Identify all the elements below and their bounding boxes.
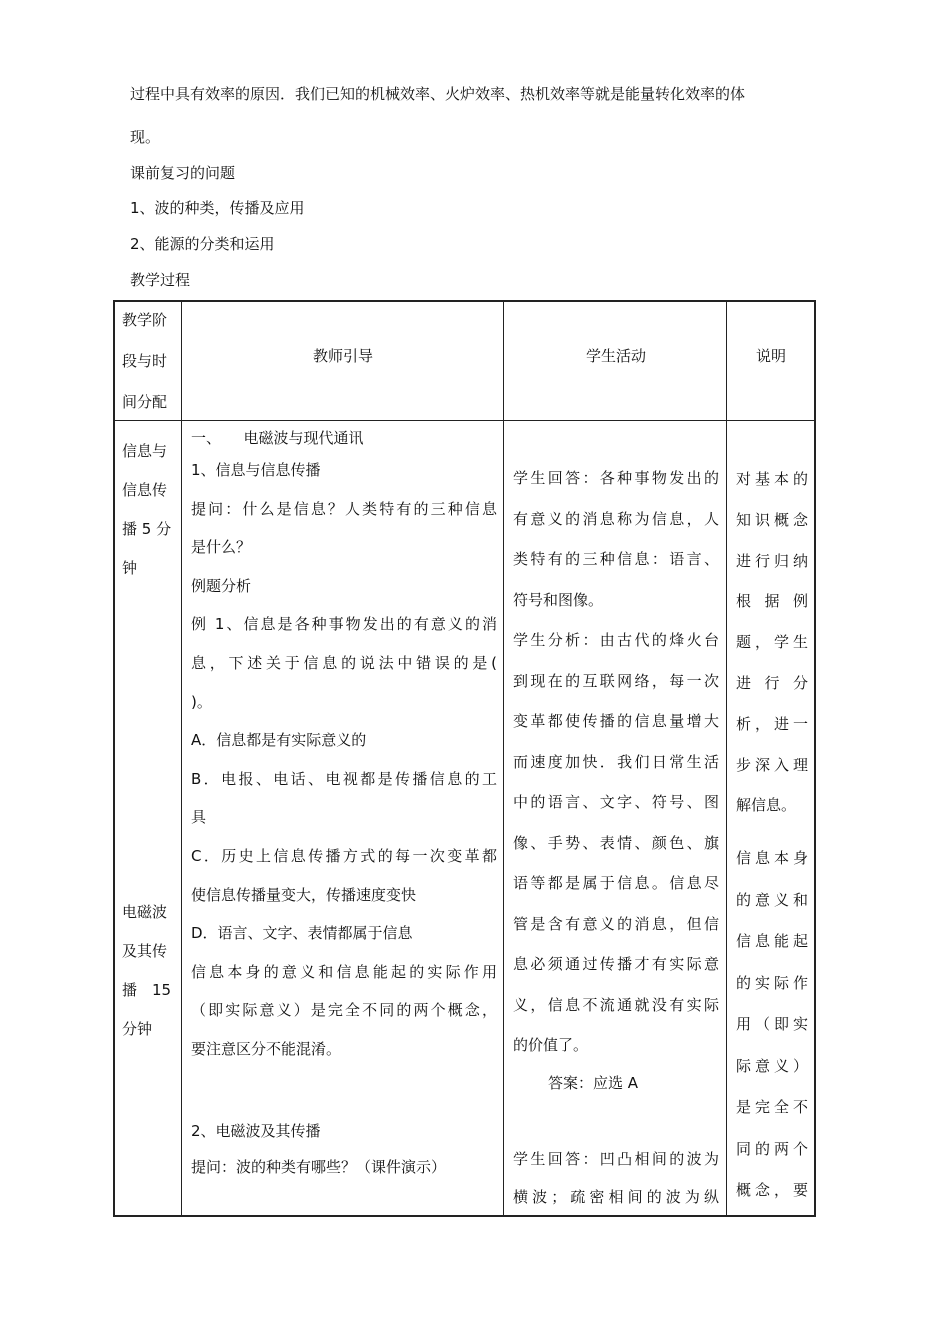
student-line: 息必须通过传播才有实际意: [513, 955, 719, 973]
table-border-right: [814, 300, 816, 1217]
header-teacher: 教师引导: [312, 347, 373, 365]
stage-line: 钟: [122, 559, 138, 577]
header-stage: [122, 300, 178, 423]
note-line: 同的两个: [736, 1139, 808, 1158]
stage-line: 信息传: [122, 481, 168, 499]
student-line: 横波；疏密相间的波为纵: [513, 1188, 719, 1206]
student-line: 学生回答：凹凸相间的波为: [513, 1150, 719, 1168]
teacher-line: 例 1、信息是各种事物发出的有意义的消: [191, 615, 497, 634]
student-line: 而速度加快．我们日常生活: [513, 752, 719, 771]
header-note: 说明: [755, 347, 786, 365]
student-line: 符号和图像。: [513, 590, 604, 609]
teacher-line: C．历史上信息传播方式的每一次变革都: [191, 846, 497, 865]
note-line: 际意义）: [736, 1056, 808, 1075]
note-column: [736, 459, 808, 1212]
teacher-line: 具: [191, 808, 207, 827]
intro-item-2: 2、能源的分类和运用: [130, 235, 275, 253]
note-line: 知识概念: [736, 510, 808, 529]
stage-line: 播 15: [122, 981, 172, 999]
header-stage-line: 段与时: [122, 352, 168, 370]
note-line: 步深入理: [736, 755, 808, 774]
teacher-line: B．电报、电话、电视都是传播信息的工: [191, 769, 497, 788]
student-line: 义，信息不流通就没有实际: [513, 995, 719, 1014]
stage-line: 及其传: [122, 942, 168, 960]
teacher-guidance: [191, 451, 497, 1069]
header-stage-line: 间分配: [122, 393, 168, 411]
student-line: 有意义的消息称为信息，人: [513, 509, 719, 528]
teacher-line: （即实际意义）是完全不同的两个概念，: [191, 1001, 497, 1020]
student-line: 语等都是属于信息。信息尽: [513, 874, 719, 892]
student-line: 到现在的互联网络，每一次: [513, 671, 719, 690]
stage-line: 电磁波: [122, 903, 168, 921]
teacher-line: )。: [191, 692, 212, 711]
table-border-left: [113, 300, 115, 1217]
student-activity-part2: [513, 1140, 719, 1216]
teacher-line: 例题分析: [191, 576, 252, 595]
teacher-line: 提问：什么是信息？人类特有的三种信息: [191, 499, 497, 518]
note-line: 概念，要: [736, 1181, 808, 1200]
table-border-top: [113, 300, 816, 302]
header-student: 学生活动: [585, 347, 646, 365]
student-line: 像、手势、表情、颜色、旗: [513, 833, 719, 852]
note-line: 对基本的: [736, 470, 808, 488]
intro-item-1: 1、波的种类，传播及应用: [130, 199, 305, 217]
intro-heading-process: 教学过程: [130, 271, 191, 289]
student-line: 中的语言、文字、符号、图: [513, 793, 719, 811]
table-col-divider-1: [181, 300, 182, 1217]
teacher-line: 使信息传播量变大，传播速度变快: [191, 885, 417, 904]
intro-line-2: 现。: [130, 128, 161, 146]
teacher-line: 是什么？: [191, 538, 252, 557]
note-line: 解信息。: [736, 796, 797, 815]
teacher-line: 1、信息与信息传播: [191, 461, 321, 479]
stage-block-em-wave: [122, 893, 178, 1049]
student-line: 的价值了。: [513, 1036, 589, 1054]
teacher-line: 要注意区分不能混淆。: [191, 1039, 342, 1058]
student-line: 学生回答：各种事物发出的: [513, 469, 719, 487]
stage-line: 信息与: [122, 442, 168, 460]
student-line: 变革都使传播的信息量增大: [513, 712, 719, 730]
note-line: 信息本身: [736, 849, 808, 868]
intro-line-1: 过程中具有效率的原因．我们已知的机械效率、火炉效率、热机效率等就是能量转化效率的体: [130, 85, 746, 103]
table-col-divider-2: [503, 300, 504, 1217]
teacher-line: A．信息都是有实际意义的: [191, 731, 367, 750]
note-line: 析，进一: [736, 714, 808, 733]
header-stage-line: 教学阶: [122, 311, 168, 329]
note-line: 是完全不: [736, 1098, 808, 1117]
student-line: 类特有的三种信息：语言、: [513, 550, 719, 568]
teacher-line: 2、电磁波及其传播: [191, 1122, 321, 1140]
intro-heading-review: 课前复习的问题: [130, 164, 236, 182]
note-line: 的实际作: [736, 973, 808, 992]
stage-block-info: [122, 432, 178, 588]
student-activity: [513, 458, 719, 1066]
teacher-line: 息，下述关于信息的说法中错误的是(: [191, 653, 497, 672]
note-line: 进行归纳: [736, 551, 808, 570]
table-header-divider: [113, 420, 816, 421]
table-col-divider-3: [726, 300, 727, 1217]
teacher-section-title: 一、 电磁波与现代通讯: [191, 429, 364, 447]
note-line: 题，学生: [736, 633, 808, 652]
teacher-line: D．语言、文字、表情都属于信息: [191, 924, 413, 943]
note-line: 根 据 例: [736, 592, 808, 611]
teacher-line: 提问：波的种类有哪些？（课件演示）: [191, 1158, 447, 1176]
stage-line: 分钟: [122, 1020, 153, 1038]
student-answer: 答案：应选 A: [548, 1074, 639, 1092]
stage-line: 播 5 分: [122, 520, 172, 538]
student-line: 学生分析：由古代的烽火台: [513, 631, 719, 649]
note-line: 进 行 分: [736, 673, 808, 692]
note-line: 信息能起: [736, 932, 808, 951]
note-line: 用（即实: [736, 1015, 808, 1034]
student-line: 管是含有意义的消息，但信: [513, 914, 719, 933]
teacher-line: 信息本身的意义和信息能起的实际作用: [191, 962, 497, 981]
note-line: 的意义和: [736, 890, 808, 909]
teacher-guidance-part2: [191, 1113, 497, 1185]
